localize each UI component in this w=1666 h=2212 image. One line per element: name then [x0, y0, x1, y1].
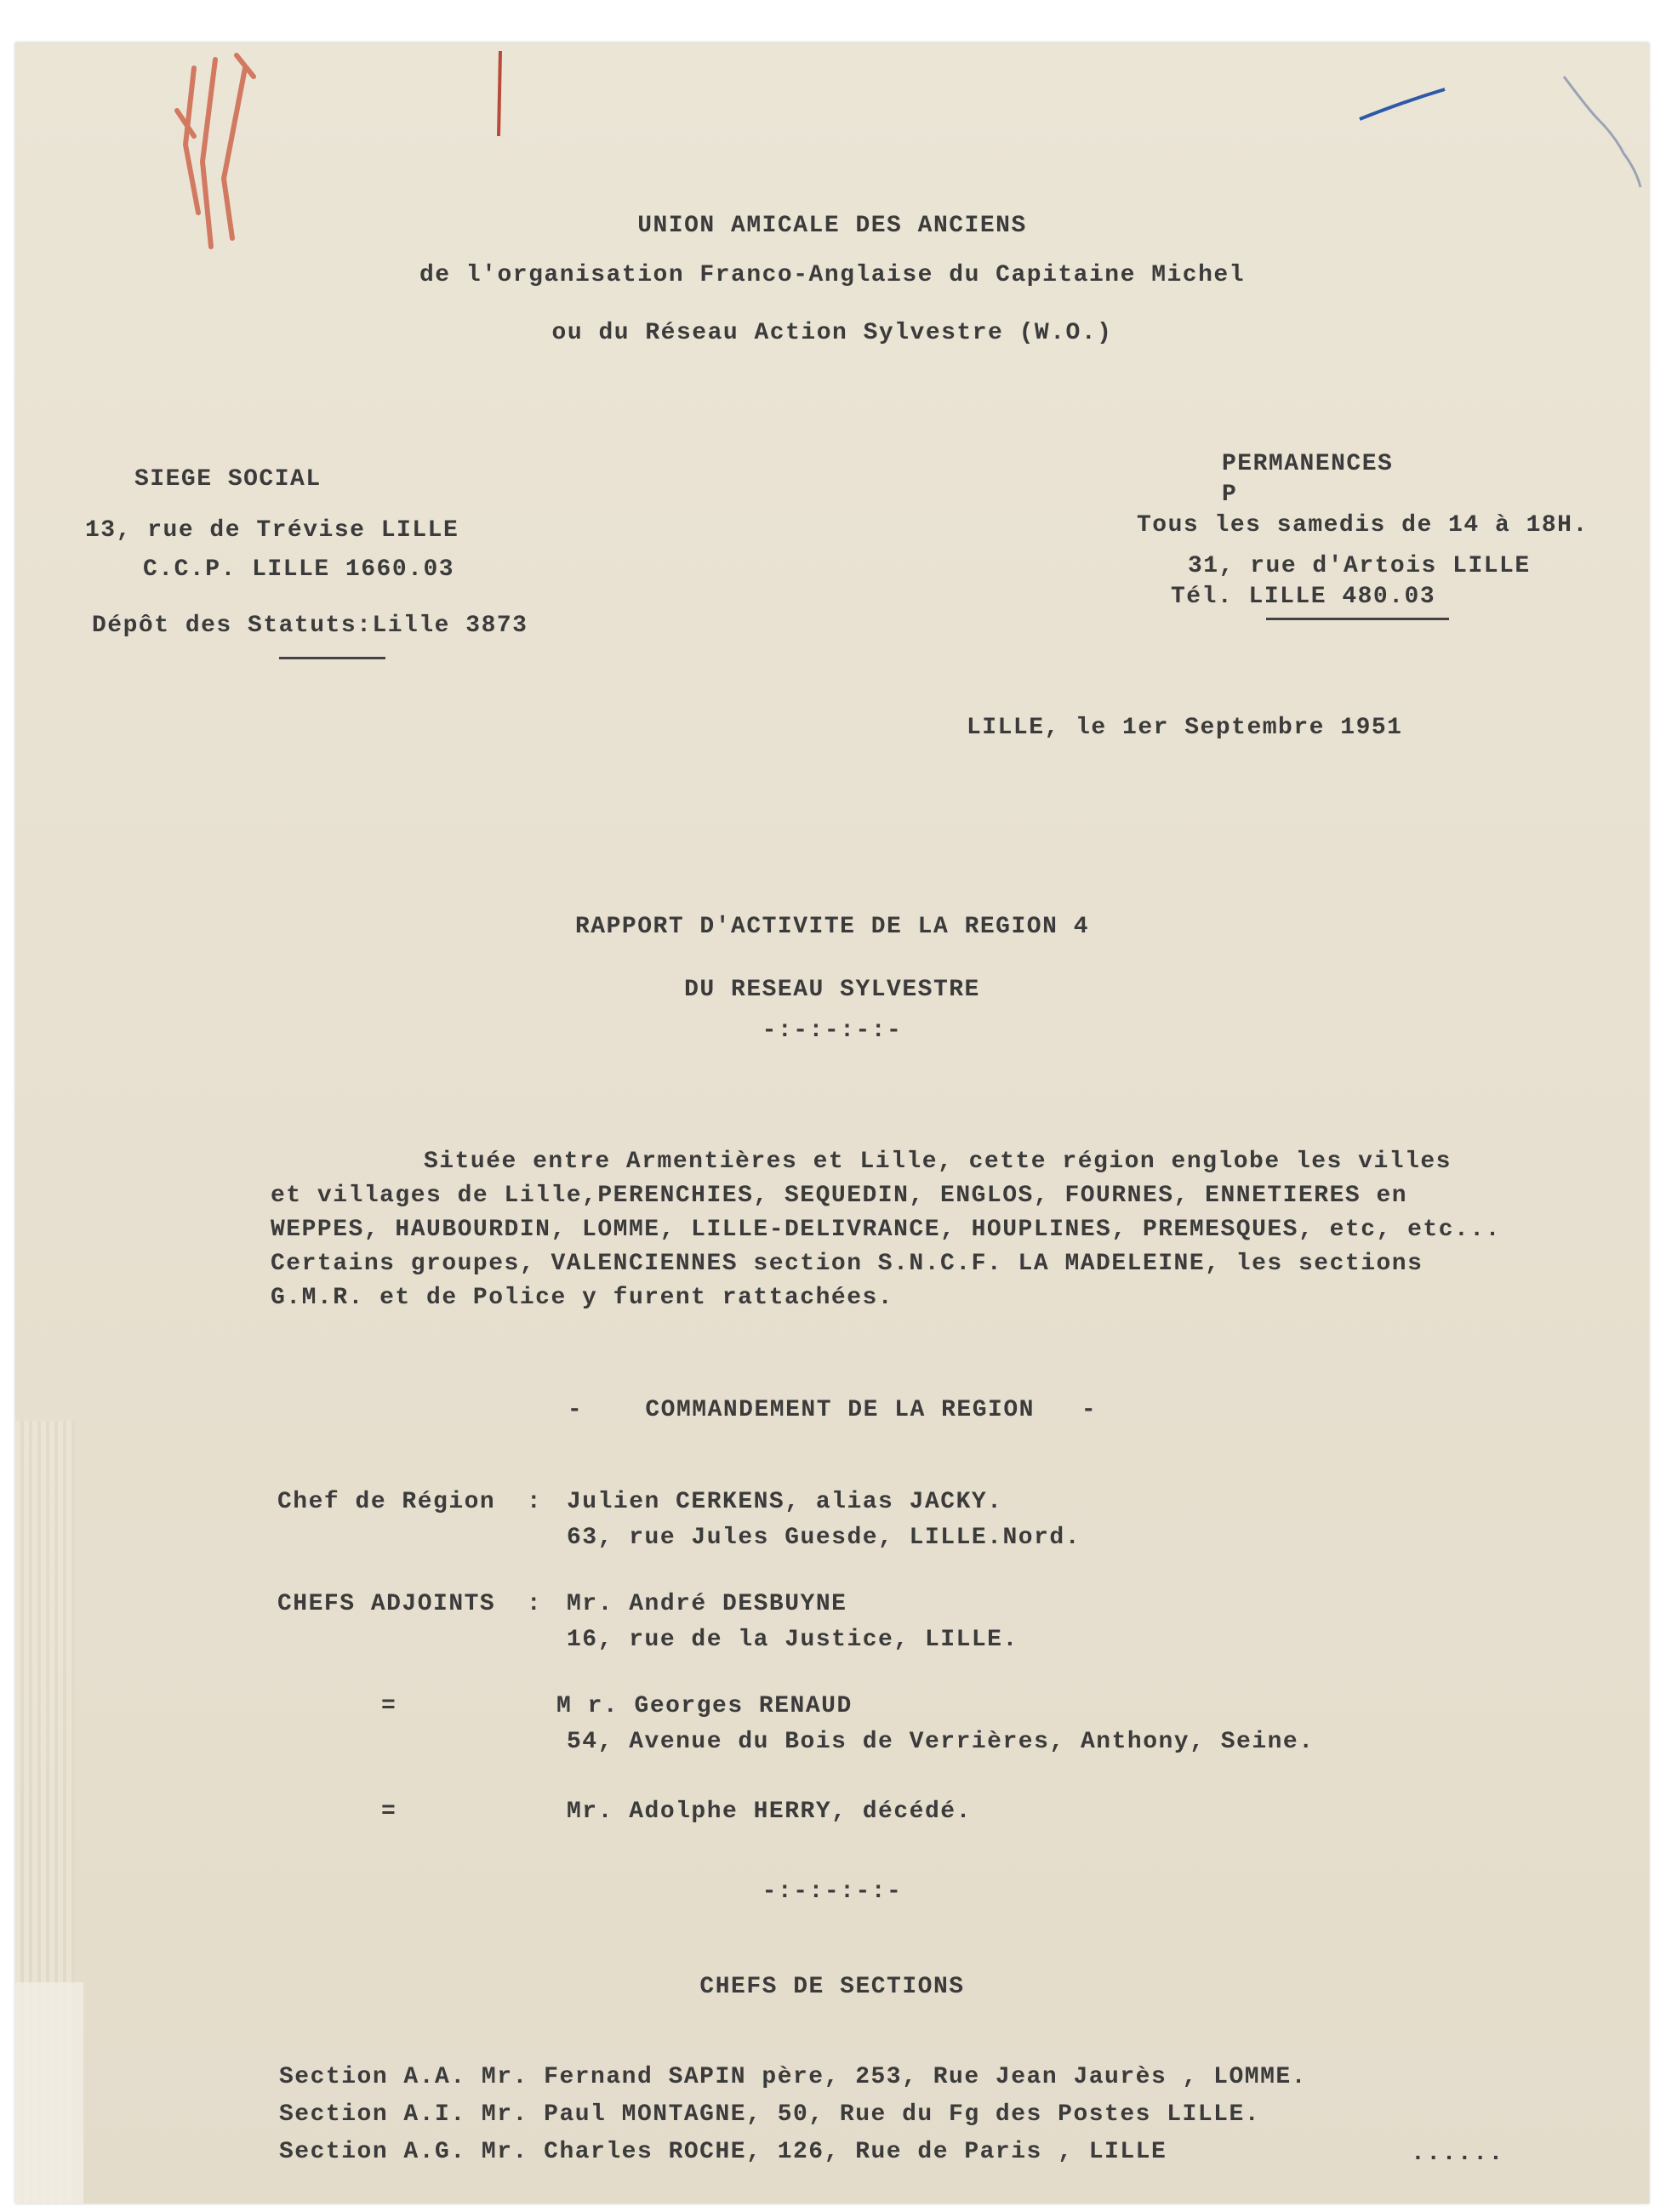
- document-date: LILLE, le 1er Septembre 1951: [967, 715, 1403, 741]
- adjoint-1-name: Mr. André DESBUYNE: [567, 1591, 847, 1617]
- header-line-3: ou du Réseau Action Sylvestre (W.O.): [551, 320, 1113, 346]
- depot-underline: [279, 657, 385, 659]
- commandement-title: - COMMANDEMENT DE LA REGION -: [567, 1397, 1098, 1423]
- adjoints-label: CHEFS ADJOINTS :: [277, 1591, 543, 1617]
- red-ink-tick: [492, 43, 509, 145]
- ditto-mark-2: =: [381, 1799, 397, 1825]
- permanences-title: PERMANENCES: [1222, 451, 1394, 477]
- permanences-hours: Tous les samedis de 14 à 18H.: [1137, 512, 1589, 539]
- torn-edge-bottom: [15, 1982, 83, 2203]
- report-title-2: DU RESEAU SYLVESTRE: [684, 977, 980, 1003]
- section-row-1: Section A.A. Mr. Fernand SAPIN père, 253, Rue Jean Jaurès , LOMME.: [279, 2064, 1307, 2090]
- body-line-1: Située entre Armentières et Lille, cette région englobe les villes: [424, 1149, 1452, 1175]
- adjoint-3-name: Mr. Adolphe HERRY, décédé.: [567, 1799, 972, 1825]
- blue-pen-mark: [1343, 60, 1649, 196]
- chef-label: Chef de Région :: [277, 1489, 543, 1515]
- body-line-3: WEPPES, HAUBOURDIN, LOMME, LILLE-DELIVRANCE, HOUPLINES, PREMESQUES, etc, etc...: [271, 1217, 1501, 1243]
- header-line-1: UNION AMICALE DES ANCIENS: [637, 213, 1027, 239]
- section-row-2: Section A.I. Mr. Paul MONTAGNE, 50, Rue du Fg des Postes LILLE.: [279, 2101, 1261, 2128]
- siege-address: 13, rue de Trévise LILLE: [85, 517, 459, 544]
- body-line-2: et villages de Lille,PERENCHIES, SEQUEDIN, ENGLOS, FOURNES, ENNETIERES en: [271, 1183, 1408, 1209]
- permanences-address: 31, rue d'Artois LILLE: [1188, 553, 1531, 579]
- permanences-tel: Tél. LILLE 480.03: [1171, 584, 1436, 610]
- adjoint-1-address: 16, rue de la Justice, LILLE.: [567, 1627, 1018, 1653]
- adjoint-2-name: M r. Georges RENAUD: [556, 1693, 853, 1719]
- commandement-separator: -:-:-:-:-: [762, 1878, 903, 1905]
- report-title-1: RAPPORT D'ACTIVITE DE LA REGION 4: [575, 914, 1089, 940]
- siege-depot: Dépôt des Statuts:Lille 3873: [92, 613, 528, 639]
- adjoint-2-address: 54, Avenue du Bois de Verrières, Anthony, Seine.: [567, 1729, 1315, 1755]
- chef-address: 63, rue Jules Guesde, LILLE.Nord.: [567, 1525, 1081, 1551]
- ditto-mark-1: =: [381, 1693, 397, 1719]
- section-dots: ......: [1411, 2141, 1504, 2167]
- section-row-3: Section A.G. Mr. Charles ROCHE, 126, Rue de Paris , LILLE: [279, 2139, 1167, 2165]
- chef-name: Julien CERKENS, alias JACKY.: [567, 1489, 1003, 1515]
- sections-title: CHEFS DE SECTIONS: [699, 1974, 965, 2000]
- body-line-4: Certains groupes, VALENCIENNES section S.N.C.F. LA MADELEINE, les sections: [271, 1251, 1424, 1277]
- document-page: [15, 43, 1649, 2203]
- siege-title: SIEGE SOCIAL: [134, 466, 322, 493]
- tel-underline: [1266, 618, 1449, 620]
- header-line-2: de l'organisation Franco-Anglaise du Capitaine Michel: [419, 262, 1246, 288]
- permanences-p: P: [1222, 482, 1238, 508]
- report-separator: -:-:-:-:-: [762, 1018, 903, 1044]
- siege-ccp: C.C.P. LILLE 1660.03: [143, 556, 455, 583]
- body-line-5: G.M.R. et de Police y furent rattachées.: [271, 1285, 894, 1311]
